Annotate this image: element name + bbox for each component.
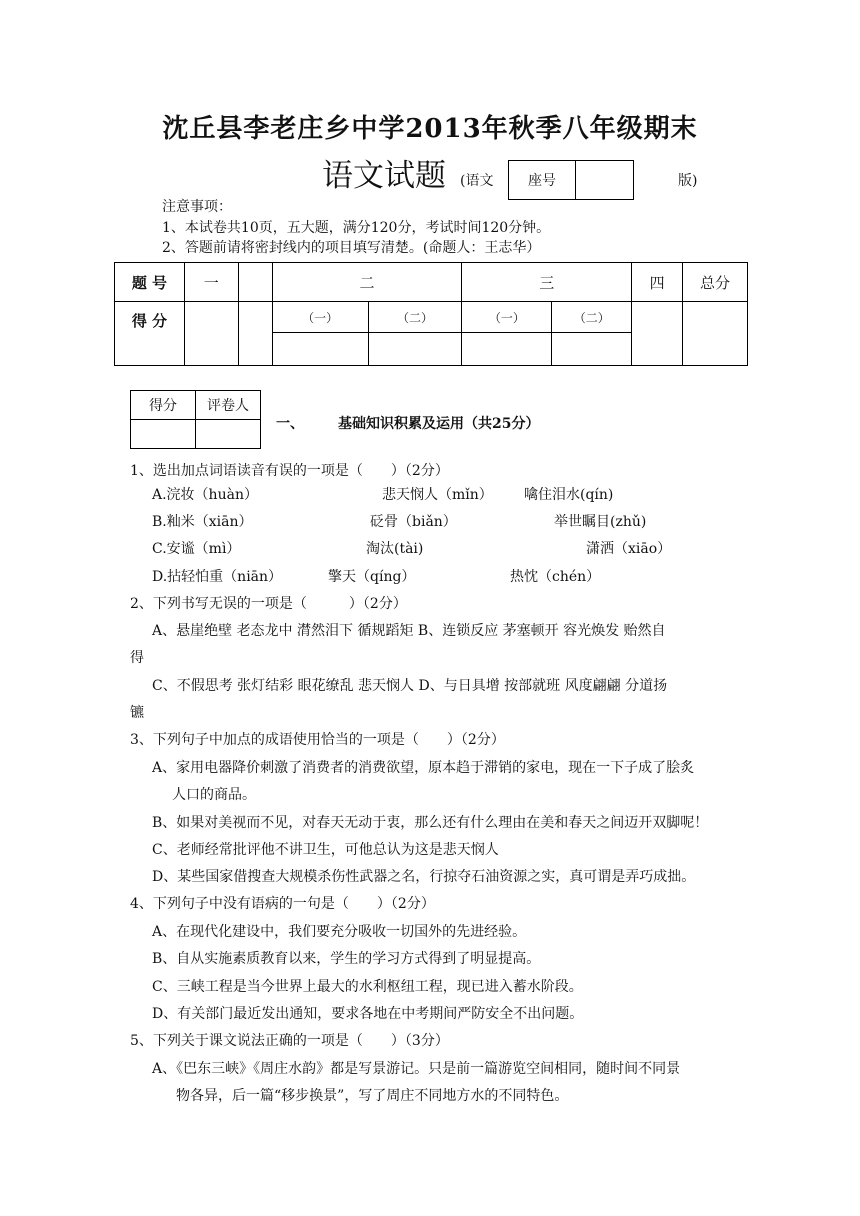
q1-option-b3: 举世瞩目(zhǔ) (554, 514, 647, 530)
score-sub-2b: （二） (368, 302, 462, 333)
score-row-label: 得 分 (115, 302, 185, 366)
grader-name-cell[interactable] (196, 420, 261, 449)
section-1-title: 基础知识积累及运用（共25分） (338, 416, 540, 432)
exam-title-line1: 沈丘县李老庄乡中学2013年秋季八年级期末 (162, 114, 698, 144)
q3-option-b: B、如果对美视而不见，对春天无动于衷，那么还有什么理由在美和春天之间迈开双脚呢！ (152, 815, 709, 831)
score-cell-blank[interactable] (238, 302, 272, 366)
q2-stem: 2、下列书写无误的一项是（ ）（2分） (130, 596, 407, 612)
q3-option-a: A、家用电器降价刺激了消费者的消费欲望，原本趋于滞销的家电，现在一下子成了脍炙 (152, 760, 695, 776)
section-1-heading (276, 413, 539, 433)
q2-options-cd-wrap: 镳 (130, 705, 144, 721)
grader-score-cell[interactable] (131, 420, 196, 449)
q2-options-ab-wrap: 得 (130, 650, 144, 666)
grader-table (130, 390, 261, 449)
score-table (114, 262, 748, 366)
score-sub-3a: （一） (462, 302, 552, 333)
notes-item-1: 1、本试卷共10页，五大题，满分120分，考试时间120分钟。 (162, 220, 551, 236)
q1-option-c1: C.安谧（mì） (152, 541, 241, 557)
q1-option-d3: 热忱（chén） (510, 569, 601, 585)
q4-option-a: A、在现代化建设中，我们要充分吸收一切国外的先进经验。 (152, 924, 527, 940)
q1-option-a3: 噙住泪水(qín) (524, 487, 614, 503)
score-sub-3b: （二） (552, 302, 632, 333)
q3-option-a-wrap: 人口的商品。 (172, 787, 256, 803)
score-col-blank (238, 263, 272, 302)
score-cell-total[interactable] (683, 302, 748, 366)
q1-option-a1: A.浣妆（huàn） (152, 487, 258, 503)
seat-number-label: 座号 (509, 161, 576, 199)
notes-heading: 注意事项： (162, 199, 232, 215)
q3-option-c: C、老师经常批评他不讲卫生，可他总认为这是悲天悯人 (152, 842, 499, 858)
score-cell-2a[interactable] (272, 333, 368, 366)
q5-stem: 5、下列关于课文说法正确的一项是（ ）（3分） (130, 1033, 449, 1049)
q4-option-c: C、三峡工程是当今世界上最大的水利枢纽工程，现已进入蓄水阶段。 (152, 979, 583, 995)
edition-label-close: 版) (678, 173, 698, 189)
grader-name-label: 评卷人 (196, 391, 261, 420)
edition-label-open: (语文 (460, 173, 494, 189)
q4-stem: 4、下列句子中没有语病的一句是（ ）（2分） (130, 896, 435, 912)
grader-score-label: 得分 (131, 391, 196, 420)
score-cell-3b[interactable] (552, 333, 632, 366)
score-col-total: 总分 (683, 263, 748, 302)
score-col-3: 三 (462, 263, 632, 302)
q4-option-d: D、有关部门最近发出通知，要求各地在中考期间严防安全不出问题。 (152, 1006, 584, 1022)
score-header-label: 题 号 (115, 263, 185, 302)
score-cell-1[interactable] (184, 302, 238, 366)
score-col-2: 二 (272, 263, 462, 302)
q1-option-b1: B.籼米（xiān） (152, 514, 253, 530)
seat-number-field[interactable] (576, 161, 633, 199)
score-cell-4[interactable] (632, 302, 683, 366)
q1-option-c3: 潇洒（xiāo） (586, 541, 672, 557)
seat-number-box (508, 160, 634, 200)
q1-option-c2: 淘汰(tài) (366, 541, 424, 557)
q1-option-b2: 砭骨（biǎn） (370, 514, 457, 530)
q3-option-d: D、某些国家借搜查大规模杀伤性武器之名，行掠夺石油资源之实，真可谓是弄巧成拙。 (152, 869, 696, 885)
q5-option-a-wrap: 物各异，后一篇“移步换景”，写了周庄不同地方水的不同特色。 (176, 1088, 569, 1104)
exam-title-line2: 语文试题 (322, 158, 446, 194)
score-col-1: 一 (184, 263, 238, 302)
q3-stem: 3、下列句子中加点的成语使用恰当的一项是（ ）（2分） (130, 732, 505, 748)
q1-option-d2: 擎天（qíng） (328, 569, 416, 585)
q5-option-a: A、《巴东三峡》《周庄水韵》都是写景游记。只是前一篇游览空间相同，随时间不同景 (152, 1061, 681, 1077)
q2-options-cd: C、不假思考 张灯结彩 眼花缭乱 悲天悯人 D、与日具增 按部就班 风度翩翩 分道扬 (152, 678, 668, 694)
q1-stem: 1、选出加点词语读音有误的一项是（ ）（2分） (130, 463, 449, 479)
q4-option-b: B、自从实施素质教育以来，学生的学习方式得到了明显提高。 (152, 951, 541, 967)
q1-option-d1: D.拈轻怕重（niān） (152, 569, 283, 585)
notes-item-2: 2、答题前请将密封线内的项目填写清楚。(命题人：王志华） (162, 240, 541, 256)
section-1-number: 一、 (276, 416, 304, 432)
score-cell-3a[interactable] (462, 333, 552, 366)
score-sub-2a: （一） (272, 302, 368, 333)
q1-option-a2: 悲天悯人（mǐn） (382, 487, 493, 503)
q2-options-ab: A、悬崖绝壁 老态龙中 潸然泪下 循规蹈矩 B、连锁反应 茅塞顿开 容光焕发 贻然自 (152, 623, 666, 639)
score-col-4: 四 (632, 263, 683, 302)
score-cell-2b[interactable] (368, 333, 462, 366)
